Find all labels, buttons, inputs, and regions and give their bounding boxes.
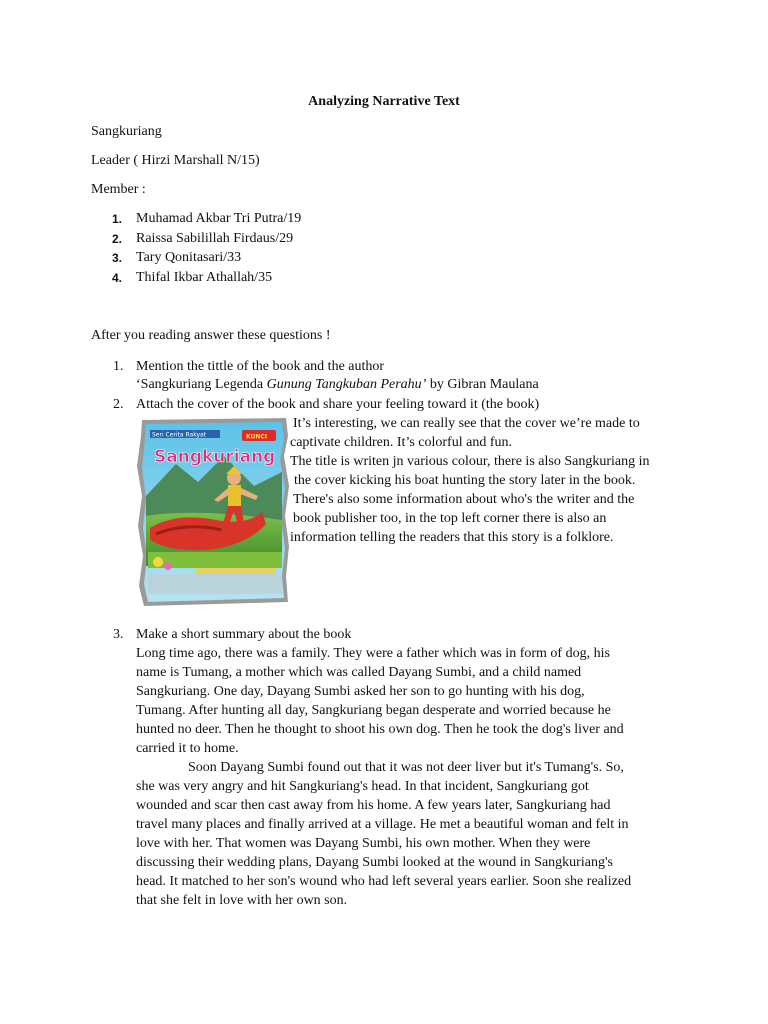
summary-line: travel many places and finally arrived at a village. He met a beautiful woman and felt in — [136, 817, 629, 832]
q1-answer-italic: Gunung Tangkuban Perahu’ — [266, 377, 427, 392]
summary-line: name is Tumang, a mother which was called Dayang Sumbi, and a child named — [136, 665, 582, 680]
instruction: After you reading answer these questions ! — [91, 328, 331, 343]
q1-question: Mention the tittle of the book and the author — [136, 359, 385, 374]
cover-series-label: Seri Cerita Rakyat — [152, 431, 207, 439]
summary-line: head. It matched to her son's wound who had left several years earlier. Soon she realized — [136, 874, 632, 889]
q2-number: 2. — [113, 397, 124, 412]
summary-line: carried it to home. — [136, 741, 239, 756]
q3-question: Make a short summary about the book — [136, 627, 352, 642]
q2-answer-line: It’s interesting, we can really see that the cover we’re made to — [293, 416, 640, 431]
member-name: Raissa Sabilillah Firdaus/29 — [136, 231, 294, 246]
page-title: Analyzing Narrative Text — [308, 94, 460, 109]
q2-answer-line: captivate children. It’s colorful and fun. — [290, 435, 512, 450]
story-name: Sangkuriang — [91, 124, 162, 139]
book-cover-image — [136, 416, 290, 610]
q2-answer-line: The title is writen jn various colour, there is also Sangkuriang in — [290, 454, 650, 469]
member-item — [112, 251, 122, 267]
summary-line: love with her. That women was Dayang Sumbi, his own mother. When they were — [136, 836, 591, 851]
q2-answer-line: information telling the readers that this story is a folklore. — [290, 530, 614, 545]
leader-line: Leader ( Hirzi Marshall N/15) — [91, 153, 260, 168]
q3-number: 3. — [113, 627, 124, 642]
member-label: Member : — [91, 182, 146, 197]
summary-line: Long time ago, there was a family. They were a father which was in form of dog, his — [136, 646, 610, 661]
member-name: Muhamad Akbar Tri Putra/19 — [136, 211, 302, 226]
member-item — [112, 271, 122, 287]
cover-badge: KUNCI — [246, 433, 268, 441]
q2-question: Attach the cover of the book and share your feeling toward it (the book) — [136, 397, 540, 412]
book-cover-svg — [136, 416, 290, 610]
member-number: 1. — [112, 212, 123, 226]
summary-line: that she felt in love with her own son. — [136, 893, 348, 908]
summary-line: Sangkuriang. One day, Dayang Sumbi asked her son to go hunting with his dog, — [136, 684, 585, 699]
q2-answer-line: book publisher too, in the top left corner there is also an — [293, 511, 607, 526]
summary-line: Soon Dayang Sumbi found out that it was not deer liver but it's Tumang's. So, — [188, 760, 624, 775]
q1-answer-post: by Gibran Maulana — [426, 377, 539, 392]
cover-title: Sangkuriang — [154, 447, 276, 467]
q1-number: 1. — [113, 359, 124, 374]
member-item — [112, 212, 122, 228]
member-item — [112, 232, 122, 248]
member-number: 2. — [112, 232, 123, 246]
member-name: Thifal Ikbar Athallah/35 — [136, 270, 273, 285]
member-number: 4. — [112, 271, 123, 285]
q1-answer — [136, 377, 539, 393]
summary-line: she was very angry and hit Sangkuriang's head. In that incident, Sangkuriang got — [136, 779, 589, 794]
member-name: Tary Qonitasari/33 — [136, 250, 242, 265]
summary-line: Tumang. After hunting all day, Sangkuriang began desperate and worried because he — [136, 703, 611, 718]
summary-line: hunted no deer. Then he thought to shoot his own dog. Then he took the dog's liver and — [136, 722, 624, 737]
q2-answer-line: the cover kicking his boat hunting the story later in the book. — [294, 473, 636, 488]
summary-line: wounded and scar then cast away from his home. A few years later, Sangkuriang had — [136, 798, 611, 813]
summary-line: discussing their wedding plans, Dayang Sumbi looked at the wound in Sangkuriang's — [136, 855, 613, 870]
q2-answer-line: There's also some information about who's the writer and the — [293, 492, 635, 507]
q1-answer-pre: ‘Sangkuriang Legenda — [136, 377, 267, 392]
member-number: 3. — [112, 251, 123, 265]
